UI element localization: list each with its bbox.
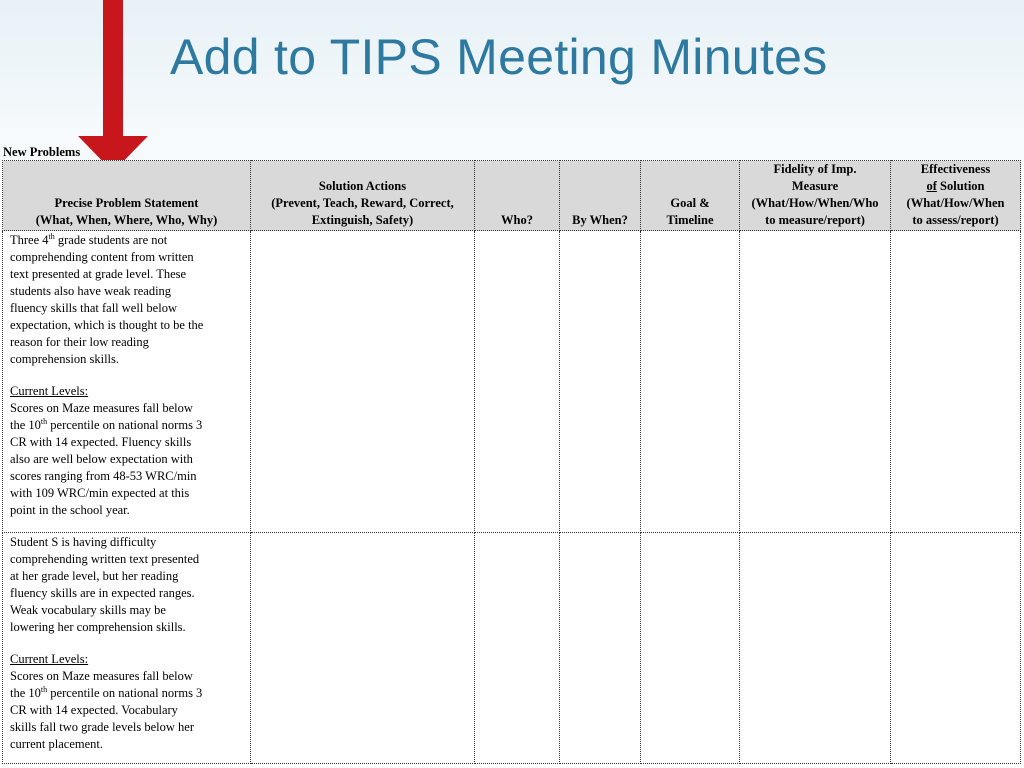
who-cell[interactable] bbox=[475, 533, 560, 764]
header-effectiveness: Effectiveness of Solution (What/How/When to assess/report) bbox=[891, 161, 1021, 231]
header-problem-statement: Precise Problem Statement (What, When, Where, Who, Why) bbox=[3, 161, 251, 231]
table-header-row bbox=[3, 161, 1021, 231]
problem-statement-cell[interactable]: Three 4th grade students are not comprehending content from written text presented at grade level. These students also have weak reading fluency skills that fall well below expectation, which is thought to be the reason for their low reading comprehension skills. Current Levels: Scores on Maze measures fall below the 10th percentile on national norms 3 CR with 14 expected. Fluency skills also are well below expectation with scores ranging from 48-53 WRC/min with 109 WRC/min expected at this point in the school year. bbox=[3, 231, 251, 533]
header-by-when: By When? bbox=[560, 161, 641, 231]
fidelity-measure-cell[interactable] bbox=[740, 533, 891, 764]
by-when-cell[interactable] bbox=[560, 533, 641, 764]
goal-timeline-cell[interactable] bbox=[641, 533, 740, 764]
who-cell[interactable] bbox=[475, 231, 560, 533]
table-row bbox=[3, 231, 1021, 533]
slide-title: Add to TIPS Meeting Minutes bbox=[170, 29, 828, 85]
by-when-cell[interactable] bbox=[560, 231, 641, 533]
problem-statement-cell[interactable]: Student S is having difficulty comprehending written text presented at her grade level, but her reading fluency skills are in expected ranges. Weak vocabulary skills may be lowering her comprehension skills. Current Levels: Scores on Maze measures fall below the 10th percentile on national norms 3 CR with 14 expected. Vocabulary skills fall two grade levels below her current placement. bbox=[3, 533, 251, 764]
effectiveness-cell[interactable] bbox=[891, 533, 1021, 764]
section-label: New Problems bbox=[3, 145, 81, 159]
fidelity-measure-cell[interactable] bbox=[740, 231, 891, 533]
goal-timeline-cell[interactable] bbox=[641, 231, 740, 533]
table-row bbox=[3, 533, 1021, 764]
current-levels-label: Current Levels: bbox=[10, 384, 89, 398]
header-solution-actions: Solution Actions (Prevent, Teach, Reward, Correct, Extinguish, Safety) bbox=[251, 161, 475, 231]
effectiveness-cell[interactable] bbox=[891, 231, 1021, 533]
header-who: Who? bbox=[475, 161, 560, 231]
solution-actions-cell[interactable] bbox=[251, 533, 475, 764]
header-fidelity-measure: Fidelity of Imp. Measure (What/How/When/Who to measure/report) bbox=[740, 161, 891, 231]
down-arrow-icon bbox=[78, 0, 148, 172]
header-goal-timeline: Goal & Timeline bbox=[641, 161, 740, 231]
current-levels-label: Current Levels: bbox=[10, 652, 89, 666]
solution-actions-cell[interactable] bbox=[251, 231, 475, 533]
tips-minutes-table bbox=[2, 160, 1021, 764]
